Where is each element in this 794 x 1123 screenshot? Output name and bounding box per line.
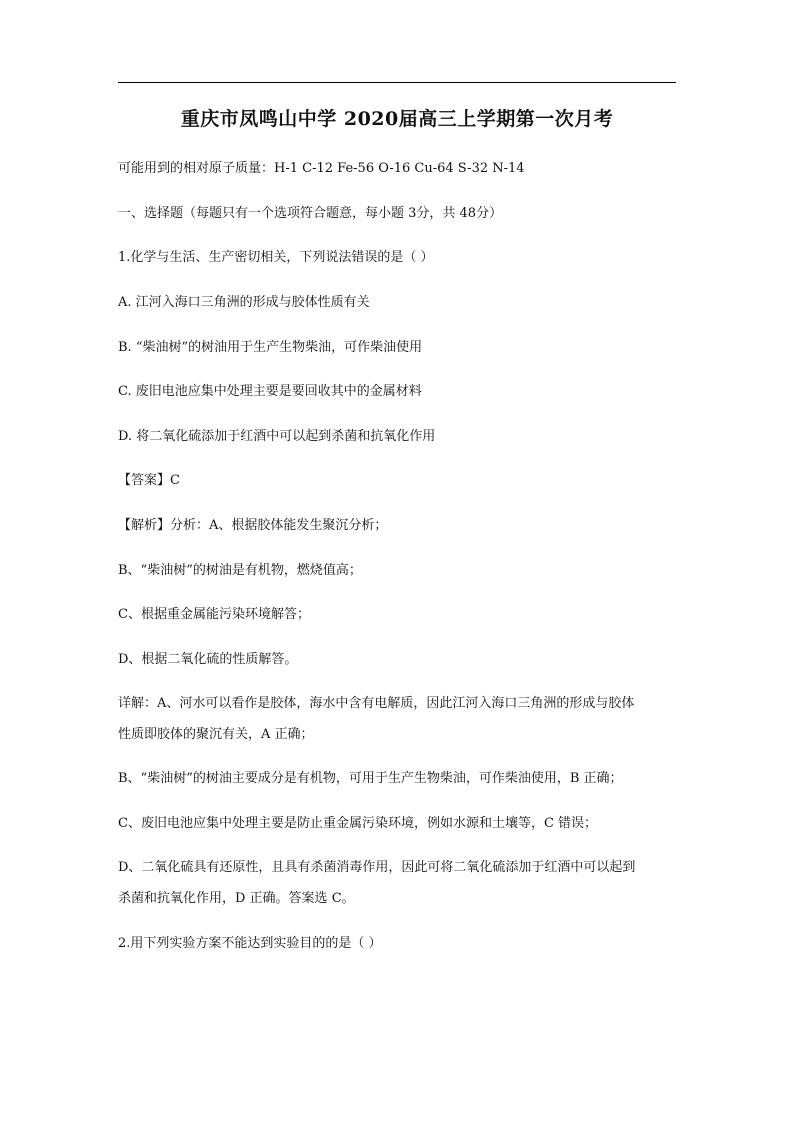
detail-line-6: 杀菌和抗氧化作用，D 正确。答案选 C。	[118, 891, 355, 906]
atomic-masses: 可能用到的相对原子质量：H-1 C-12 Fe-56 O-16 Cu-64 S-32 N-14	[118, 161, 525, 176]
detail-line-2: 性质即胶体的聚沉有关，A 正确；	[118, 727, 314, 742]
question-1-stem: 1.化学与生活、生产密切相关，下列说法错误的是（ ）	[118, 250, 434, 265]
detail-line-4: C、废旧电池应集中处理主要是防止重金属污染环境，例如水源和土壤等，C 错误；	[118, 816, 598, 831]
question-1-option-a: A. 江河入海口三角洲的形成与胶体性质有关	[118, 295, 370, 310]
question-1-option-c: C. 废旧电池应集中处理主要是要回收其中的金属材料	[118, 384, 422, 399]
question-1-answer: 【答案】C	[118, 473, 180, 488]
analysis-line-4: D、根据二氧化硫的性质解答。	[118, 652, 298, 667]
detail-line-1: 详解：A、河水可以看作是胶体，海水中含有电解质，因此江河入海口三角洲的形成与胶体	[118, 696, 635, 711]
detail-line-5: D、二氧化硫具有还原性，且具有杀菌消毒作用，因此可将二氧化硫添加于红酒中可以起到	[118, 860, 636, 875]
detail-line-3: B、“柴油树”的树油主要成分是有机物，可用于生产生物柴油，可作柴油使用，B 正确；	[118, 771, 623, 786]
analysis-line-3: C、根据重金属能污染环境解答；	[118, 607, 310, 622]
question-1-option-d: D. 将二氧化硫添加于红酒中可以起到杀菌和抗氧化作用	[118, 429, 436, 444]
analysis-line-1: 【解析】分析：A、根据胶体能发生聚沉分析；	[118, 518, 388, 533]
header-rule	[118, 82, 676, 83]
section-heading: 一、选择题（每题只有一个选项符合题意，每小题 3分，共 48分）	[118, 206, 503, 221]
question-1-option-b: B. “柴油树”的树油用于生产生物柴油，可作柴油使用	[118, 340, 423, 355]
question-2-stem: 2.用下列实验方案不能达到实验目的的是（ ）	[118, 936, 382, 951]
page-title: 重庆市凤鸣山中学 2020届高三上学期第一次月考	[180, 108, 614, 130]
analysis-line-2: B、“柴油树”的树油是有机物，燃烧值高；	[118, 563, 362, 578]
